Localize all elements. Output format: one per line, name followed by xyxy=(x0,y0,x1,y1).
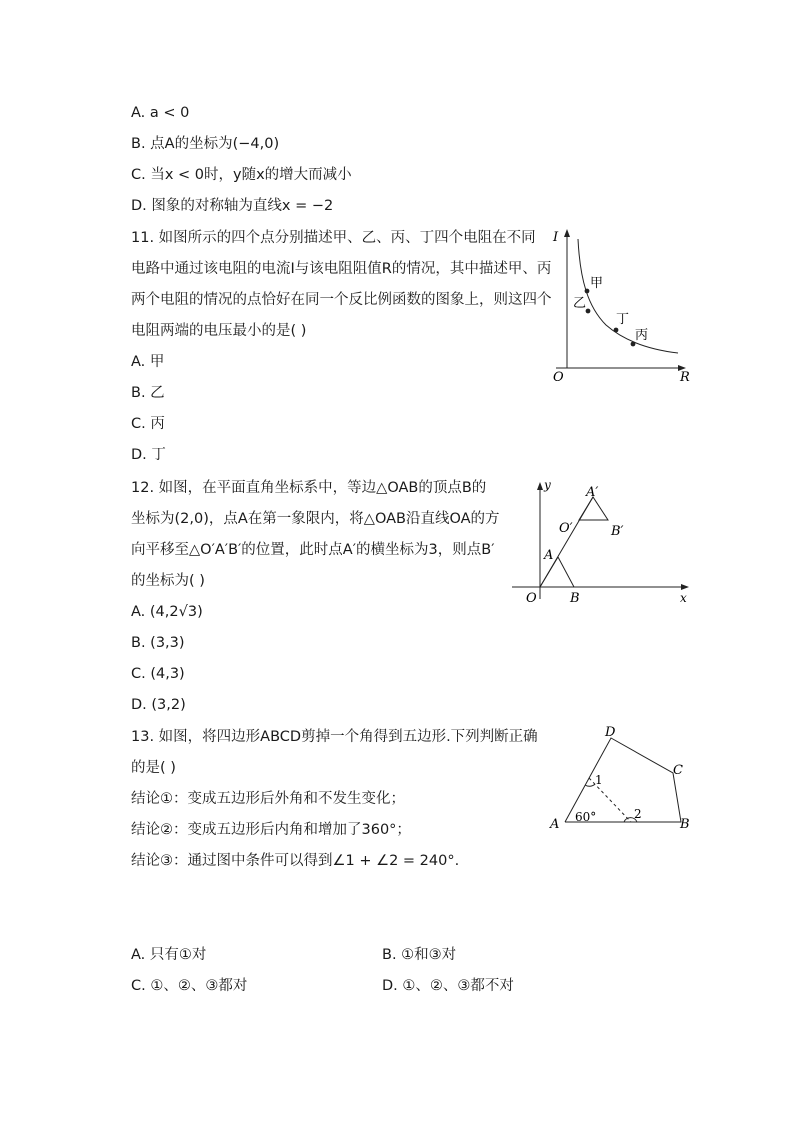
q11-axis-x-label: R xyxy=(680,370,690,385)
q12-stem-line-3: 向平移至△O′A′B′的位置，此时点A′的横坐标为3，则点B′ xyxy=(131,542,495,558)
q13-stem-line-2: 的是( ) xyxy=(131,760,176,776)
q13-option-a: A. 只有①对 xyxy=(131,947,207,963)
q13-option-b: B. ①和③对 xyxy=(382,947,457,963)
q12-triangle-o1a1b1 xyxy=(579,497,608,520)
q11-point-ding xyxy=(614,328,619,333)
q13-label-b: B xyxy=(680,817,690,832)
q13-angle-2-label: 2 xyxy=(634,807,642,821)
q12-axis-x-label: x xyxy=(680,591,687,605)
q10-option-b: B. 点A的坐标为(−4,0) xyxy=(131,136,280,152)
q11-origin-label: O xyxy=(553,370,564,385)
q12-label-a: A xyxy=(544,548,554,563)
q13-angle-a-label: 60° xyxy=(575,810,597,824)
q12-figure xyxy=(508,475,698,610)
q11-point-jia xyxy=(585,289,590,294)
q12-label-b: B xyxy=(570,591,580,606)
q12-option-d: D. (3,2) xyxy=(131,697,186,713)
q11-hyperbola xyxy=(578,239,678,353)
q11-label-ding: 丁 xyxy=(616,312,630,327)
q13-angle-1-label: 1 xyxy=(595,773,603,787)
q11-stem-line-1: 11. 如图所示的四个点分别描述甲、乙、丙、丁四个电阻在不同 xyxy=(131,230,536,246)
q10-option-c: C. 当x < 0时，y随x的增大而减小 xyxy=(131,167,352,183)
q11-point-yi xyxy=(586,309,591,314)
q11-stem-line-4: 电阻两端的电压最小的是( ) xyxy=(131,323,307,339)
q12-y-axis-arrow xyxy=(537,482,543,490)
q13-conclusion-1: 结论①：变成五边形后外角和不发生变化； xyxy=(131,791,405,807)
q11-label-jia: 甲 xyxy=(590,276,604,291)
q11-stem-line-2: 电路中通过该电阻的电流I与该电阻阻值R的情况，其中描述甲、丙 xyxy=(131,261,552,277)
q12-stem-line-4: 的坐标为( ) xyxy=(131,573,205,589)
q12-option-c: C. (4,3) xyxy=(131,666,185,682)
q12-stem-line-2: 坐标为(2,0)，点A在第一象限内，将△OAB沿直线OA的方 xyxy=(131,511,500,527)
q13-label-c: C xyxy=(673,763,683,778)
q13-label-d: D xyxy=(605,725,616,740)
q11-option-d: D. 丁 xyxy=(131,447,166,463)
q11-axis-y-label: I xyxy=(553,230,559,245)
q12-option-b: B. (3,3) xyxy=(131,635,185,651)
q13-label-a: A xyxy=(550,817,560,832)
q13-figure xyxy=(545,722,705,837)
q12-stem-line-1: 12. 如图，在平面直角坐标系中，等边△OAB的顶点B的 xyxy=(131,480,487,496)
q12-axis-y-label: y xyxy=(544,478,551,492)
q13-conclusion-2: 结论②：变成五边形后内角和增加了360°； xyxy=(131,822,411,838)
q11-stem-line-3: 两个电阻的情况的点恰好在同一个反比例函数的图象上，则这四个 xyxy=(131,292,552,308)
q12-origin-label: O xyxy=(526,591,537,606)
q13-option-c: C. ①、②、③都对 xyxy=(131,978,248,994)
q11-y-axis-arrow xyxy=(564,229,570,237)
q11-figure xyxy=(540,225,700,385)
q12-label-a-prime: A′ xyxy=(586,485,599,500)
q11-option-c: C. 丙 xyxy=(131,416,165,432)
q10-option-d: D. 图象的对称轴为直线x = −2 xyxy=(131,198,334,214)
q11-label-bing: 丙 xyxy=(635,328,649,343)
q12-label-b-prime: B′ xyxy=(611,524,624,539)
q11-option-b: B. 乙 xyxy=(131,385,165,401)
q13-angle-1-arc xyxy=(585,784,595,786)
q13-stem-line-1: 13. 如图，将四边形ABCD剪掉一个角得到五边形.下列判断正确 xyxy=(131,729,538,745)
q12-x-axis-arrow xyxy=(681,584,689,590)
q12-option-a: A. (4,2√3) xyxy=(131,604,203,620)
q10-option-a: A. a < 0 xyxy=(131,105,190,121)
q11-option-a: A. 甲 xyxy=(131,354,165,370)
q13-conclusion-3: 结论③：通过图中条件可以得到∠1 + ∠2 = 240°. xyxy=(131,853,460,869)
q13-option-d: D. ①、②、③都不对 xyxy=(382,978,514,994)
q12-label-o-prime: O′ xyxy=(559,521,573,536)
q11-label-yi: 乙 xyxy=(573,296,587,311)
